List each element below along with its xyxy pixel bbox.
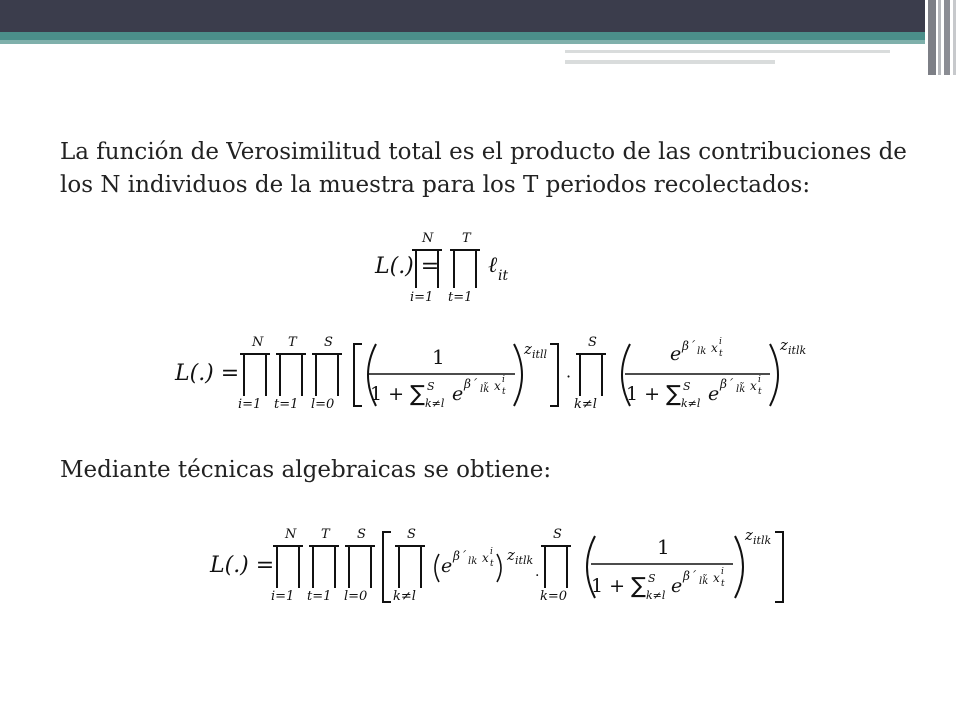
right-bracket — [550, 344, 558, 406]
eq2-product-l — [311, 335, 342, 412]
eq3-product-k2 — [540, 527, 571, 604]
eq3-left-bracket — [383, 532, 391, 602]
paragraph-intro: La función de Verosimilitud total es el producto de las contribuciones de los N individuos de la muestra para los T periodos recolectados: — [60, 139, 907, 198]
exp-x-sup: i — [502, 375, 505, 385]
num2-x-sub: t — [719, 349, 723, 359]
decorative-stripe — [944, 0, 950, 75]
z1: z — [524, 340, 532, 358]
den2-x-sup: i — [758, 375, 761, 385]
z1-sub: itll — [532, 348, 547, 361]
exp-power-sub: lk̃ — [480, 384, 490, 395]
eq2-prod-i-sub: i=1 — [238, 397, 262, 412]
exp-x: x — [494, 379, 501, 393]
decorative-rule — [565, 60, 775, 64]
exp-x-sub: t — [502, 387, 506, 397]
eq2-prod-k-sup: S — [588, 335, 597, 350]
eq3-sum-sup: S — [648, 572, 656, 585]
num2-e: e — [670, 343, 682, 365]
den2-e: e — [708, 383, 720, 405]
decorative-rule — [565, 50, 890, 53]
accent-bar-light — [0, 40, 925, 44]
eq3-e: e — [441, 555, 453, 577]
eq3-product-t — [307, 527, 339, 604]
eq1-prod-t-sup: T — [462, 231, 471, 246]
paragraph-result: Mediante técnicas algebraicas se obtiene: — [60, 457, 552, 483]
eq2-prod-l-sub: l=0 — [311, 397, 335, 412]
eq3-prod-k2-sub: k=0 — [540, 589, 568, 604]
accent-bar — [0, 32, 925, 40]
den2-beta: β´ — [720, 377, 733, 391]
eq2-prod-t-sub: t=1 — [274, 397, 299, 412]
eq1-prod-i-sub: i=1 — [410, 290, 434, 305]
eq3-z-inner: z — [507, 546, 515, 564]
equation-2 — [170, 330, 850, 415]
equation-3 — [205, 522, 805, 607]
den2-x-sub: t — [758, 387, 762, 397]
eq3-sum-sign: ∑ — [631, 574, 646, 599]
eq3-frac-num: 1 — [657, 535, 670, 559]
eq3-x-sub: t — [490, 559, 494, 569]
eq3-beta: β´ — [453, 549, 466, 563]
right-paren — [514, 344, 522, 406]
eq3-product-k1 — [393, 527, 425, 604]
eq3-z-outer-sub: itlk — [753, 534, 772, 547]
z2: z — [780, 336, 788, 354]
eq3-prod-l-sub: l=0 — [344, 589, 368, 604]
decorative-stripe — [953, 0, 956, 75]
eq3-dot: . — [535, 564, 540, 580]
eq2-lhs: L(.) = — [175, 361, 240, 386]
sum2-sub: k≠l — [681, 397, 701, 410]
sum-sup: S — [427, 380, 435, 393]
eq3-prod-k1-sub: k≠l — [393, 589, 416, 604]
left-bracket — [354, 344, 362, 406]
eq1-term: ℓ — [488, 253, 498, 278]
exp-base: e — [452, 383, 464, 405]
decorative-stripe — [928, 0, 936, 75]
eq1-product-t — [448, 231, 480, 305]
eq3-product-i — [271, 527, 303, 604]
eq3-den-x-sub: t — [721, 579, 725, 589]
exp-power: β´ — [464, 377, 477, 391]
eq3-power-sub: lk — [468, 556, 478, 567]
den2-x: x — [750, 379, 757, 393]
num2-power-sub: lk — [697, 346, 707, 357]
num2-beta: β´ — [682, 339, 695, 353]
den2-power-sub: lk̃ — [736, 384, 746, 395]
eq3-prod-t-sup: T — [321, 527, 330, 542]
eq3-lhs: L(.) = — [210, 553, 275, 578]
decorative-stripe — [938, 0, 941, 75]
eq3-prod-l-sup: S — [357, 527, 366, 542]
sum2-sup: S — [683, 380, 691, 393]
eq2-prod-k-sub: k≠l — [574, 397, 597, 412]
eq3-prod-i-sub: i=1 — [271, 589, 295, 604]
eq3-x-sup: i — [490, 547, 493, 557]
num2-x: x — [711, 341, 718, 355]
eq3-small-paren-right — [497, 554, 501, 582]
header-bar — [0, 0, 925, 32]
frac1-den-one: 1 + — [370, 383, 405, 405]
eq3-z-outer: z — [745, 526, 753, 544]
eq3-den-x: x — [713, 571, 720, 585]
eq3-prod-t-sub: t=1 — [307, 589, 332, 604]
eq3-right-bracket — [775, 532, 783, 602]
eq3-z-inner-sub: itlk — [515, 554, 534, 567]
dot: · — [566, 367, 572, 386]
eq2-product-i — [238, 335, 270, 412]
frac2-den-one: 1 + — [626, 383, 661, 405]
eq1-prod-i-sup: N — [422, 231, 434, 246]
eq3-frac-den-one: 1 + — [591, 575, 626, 597]
eq1-term-sub: it — [498, 268, 509, 284]
z2-sub: itlk — [788, 344, 807, 357]
eq2-prod-l-sup: S — [324, 335, 333, 350]
eq2-prod-t-sup: T — [288, 335, 297, 350]
eq3-den-e: e — [671, 575, 683, 597]
eq2-product-k — [574, 335, 606, 412]
eq3-x: x — [482, 551, 489, 565]
eq2-prod-i-sup: N — [252, 335, 264, 350]
sum-sign: ∑ — [410, 382, 425, 407]
eq1-prod-t-sub: t=1 — [448, 290, 473, 305]
eq3-den-beta: β´ — [683, 569, 696, 583]
eq2-product-t — [274, 335, 306, 412]
num2-x-sup: i — [719, 337, 722, 347]
eq1-lhs: L(.) = — [375, 254, 440, 279]
sum-sign-2: ∑ — [666, 382, 681, 407]
eq3-den-power-sub: lk̃ — [699, 576, 709, 587]
eq3-small-paren-left — [435, 554, 439, 582]
eq3-sum-sub: k≠l — [646, 589, 666, 602]
eq3-right-paren — [735, 536, 743, 598]
eq3-product-l — [344, 527, 375, 604]
equation-1 — [370, 228, 570, 308]
eq3-den-x-sup: i — [721, 567, 724, 577]
right-paren-2 — [770, 344, 778, 406]
sum-sub: k≠l — [425, 397, 445, 410]
eq3-prod-i-sup: N — [285, 527, 297, 542]
eq3-prod-k1-sup: S — [407, 527, 416, 542]
frac1-numerator: 1 — [432, 345, 445, 369]
eq3-prod-k2-sup: S — [553, 527, 562, 542]
